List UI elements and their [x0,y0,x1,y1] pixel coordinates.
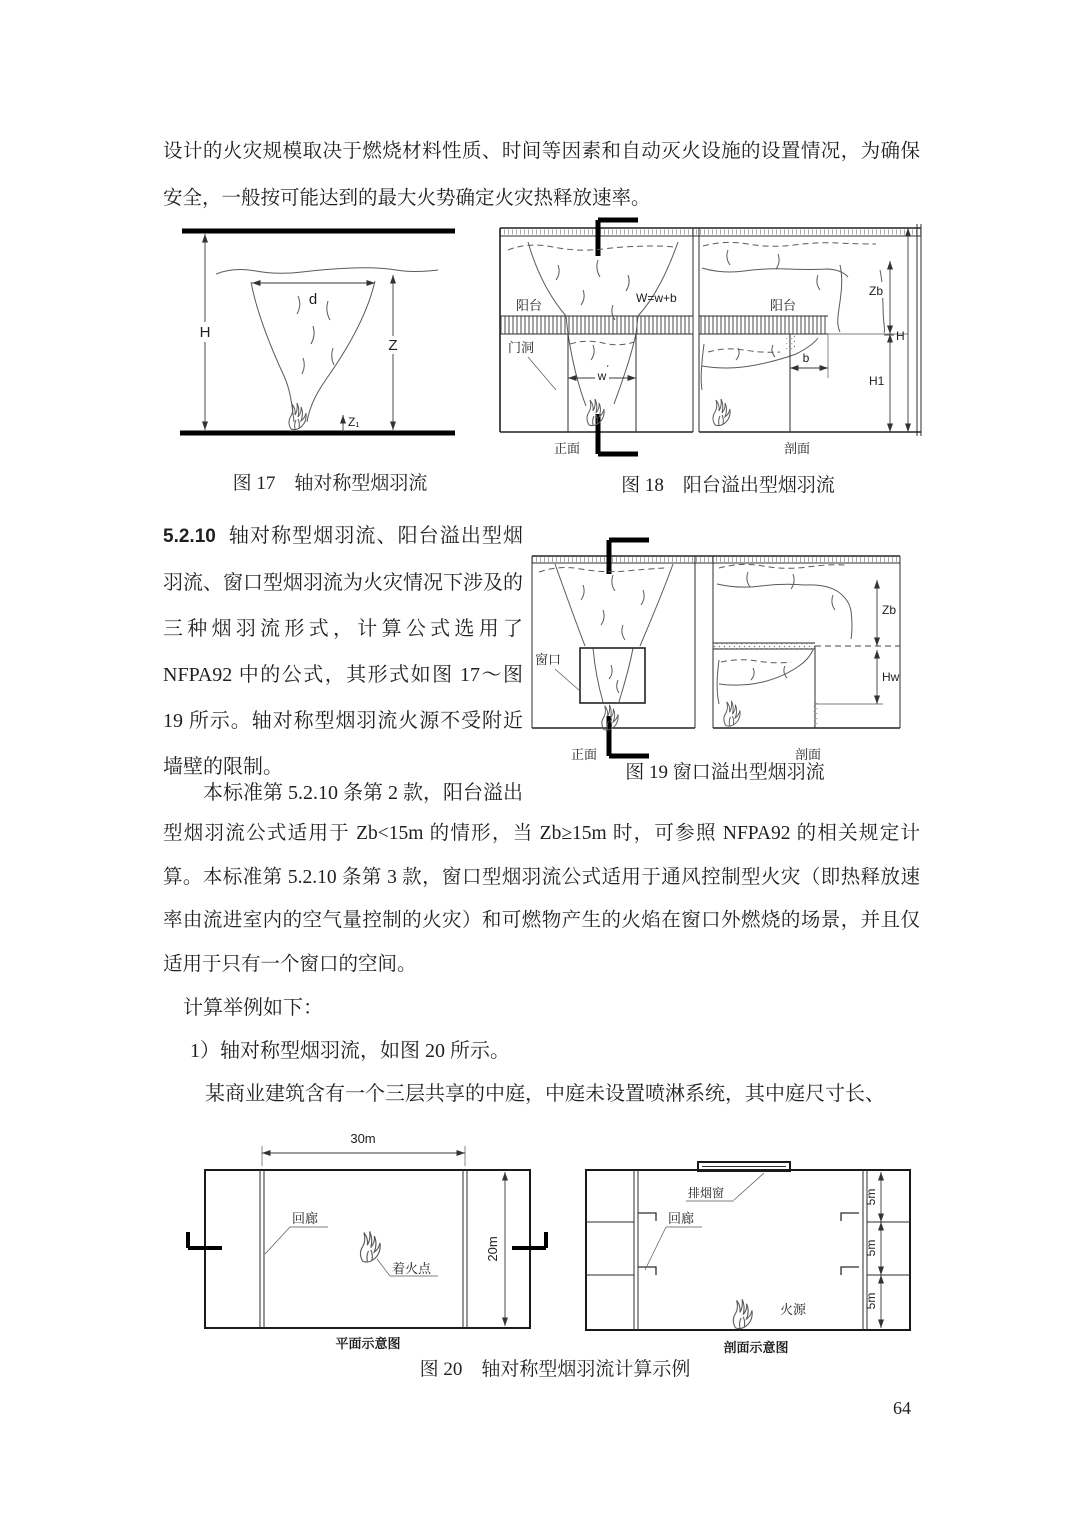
flame-icon [713,399,730,426]
section-view-smoke [717,564,852,704]
label-door: 门洞 [508,340,535,355]
paragraph-item-1: 1）轴对称型烟羽流，如图 20 所示。 [190,1040,510,1062]
flame-icon [733,1299,752,1328]
figure-20-plan-view [172,1126,562,1354]
ceiling-floor-slabs [180,231,455,433]
window-opening [535,648,645,703]
slab-and-wall [713,643,900,728]
label-Zb: Zb [882,603,897,617]
section-cut-marks [598,220,638,454]
label-5m-2: 5m [864,1239,878,1257]
paragraph-intro: 设计的火灾规模取决于燃烧材料性质、时间等因素和自动灭火设施的设置情况，为确保安全，一般按可能达到的最大火势确定火灾热释放速率。 [163,141,920,209]
dimension-H [884,228,908,432]
vent-label [686,1173,764,1201]
balcony-slabs [500,316,828,334]
figure-19-window-spill-plume [523,540,938,768]
label-H: H [896,329,905,343]
clause-text: 轴对称型烟羽流、阳台溢出型烟羽流、窗口型烟羽流为火灾情况下涉及的三种烟羽流形式，计算公式选用了NFPA92 中的公式，其形式如图 17～图 19 所示。轴对称型烟羽流火源不受附近墙壁的限制。 [163,525,523,778]
label-5m-1: 5m [864,1188,878,1206]
label-Zb: Zb [869,284,884,298]
label-Z1: Z₁ [348,415,360,429]
figure-18-caption: 图 18 阳台溢出型烟羽流 [621,475,835,496]
label-balcony-front: 阳台 [516,298,543,313]
atrium-outline [205,1170,530,1328]
label-gallery: 回廊 [668,1211,695,1226]
label-vent: 排烟窗 [688,1186,725,1200]
flame-icon [724,701,740,726]
label-balcony-section: 阳台 [770,298,797,313]
dimension-Z1 [343,415,359,432]
dimension-d [252,283,375,308]
label-H1: H1 [869,374,885,388]
figure-19-caption: 图 19 窗口溢出型烟羽流 [625,762,825,783]
clause-number: 5.2.10 [163,526,216,547]
label-w: w [597,369,607,383]
label-w-total: W=w+b [636,291,677,305]
dimension-b [790,351,828,368]
dimension-Hw [877,650,900,704]
gallery-label [265,1211,328,1254]
dimension-Zb [877,580,896,646]
label-window: 窗口 [535,652,562,667]
dimension-H [196,234,214,430]
label-ignition: 着火点 [392,1261,432,1276]
flame-icon [360,1231,380,1262]
paragraph-2-first-line: 本标准第 5.2.10 条第 2 款，阳台溢出 [203,782,523,804]
page-number: 64 [893,1398,911,1418]
label-b: b [802,351,810,365]
gallery-label [645,1211,702,1270]
label-fire-source: 火源 [780,1302,807,1317]
label-30m: 30m [350,1131,376,1146]
label-d: d [308,291,318,308]
ignition-label [377,1259,438,1276]
label-Z: Z [388,337,398,354]
dimension-Zb-H1 [828,261,908,432]
figure-17-caption: 图 17 轴对称型烟羽流 [232,473,428,494]
dimension-5m-stories [864,1172,881,1328]
dimension-20m [485,1172,505,1326]
wall-below-balcony [785,334,828,432]
paragraph-2-rest: 型烟羽流公式适用于 Zb<15m 的情形，当 Zb≥15m 时，可参照 NFPA92 的相关规定计算。本标准第 5.2.10 条第 3 款，窗口型烟羽流公式适用于通风控制型火灾（即热释放速率由流进室内的空气量控制的火灾）和可燃物产生的火焰在窗口外燃烧的场景，并且仅适用于只有一个窗口的空间。 [163,823,920,975]
dimension-30m [262,1131,465,1166]
label-20m: 20m [485,1236,500,1262]
figure-20-caption: 图 20 轴对称型烟羽流计算示例 [419,1359,691,1380]
front-view-smoke [539,564,673,702]
label-front-view: 正面 [571,747,598,762]
label-Hw: Hw [882,670,900,684]
label-front-view: 正面 [554,441,581,456]
label-gallery: 回廊 [292,1211,319,1226]
dimension-Z [385,275,401,430]
label-5m-3: 5m [864,1292,878,1310]
figure-17-axisymmetric-plume [178,226,458,440]
paragraph-example-heading: 计算举例如下： [183,997,323,1019]
door-label [508,340,556,390]
plan-subcaption: 平面示意图 [335,1336,401,1351]
figure-20-section-view [578,1126,1020,1358]
figure-18-balcony-spill-plume [488,220,933,467]
clause-5-2-10 [163,513,523,790]
label-section-view: 剖面 [795,747,822,762]
label-section-view: 剖面 [784,441,811,456]
section-subcaption: 剖面示意图 [723,1340,789,1355]
gallery-walls [260,1170,467,1328]
label-H: H [199,324,211,341]
paragraph-example-body: 某商业建筑含有一个三层共享的中庭，中庭未设置喷淋系统，其中庭尺寸长、 [205,1083,885,1105]
smoke-layer-interface [216,268,438,274]
